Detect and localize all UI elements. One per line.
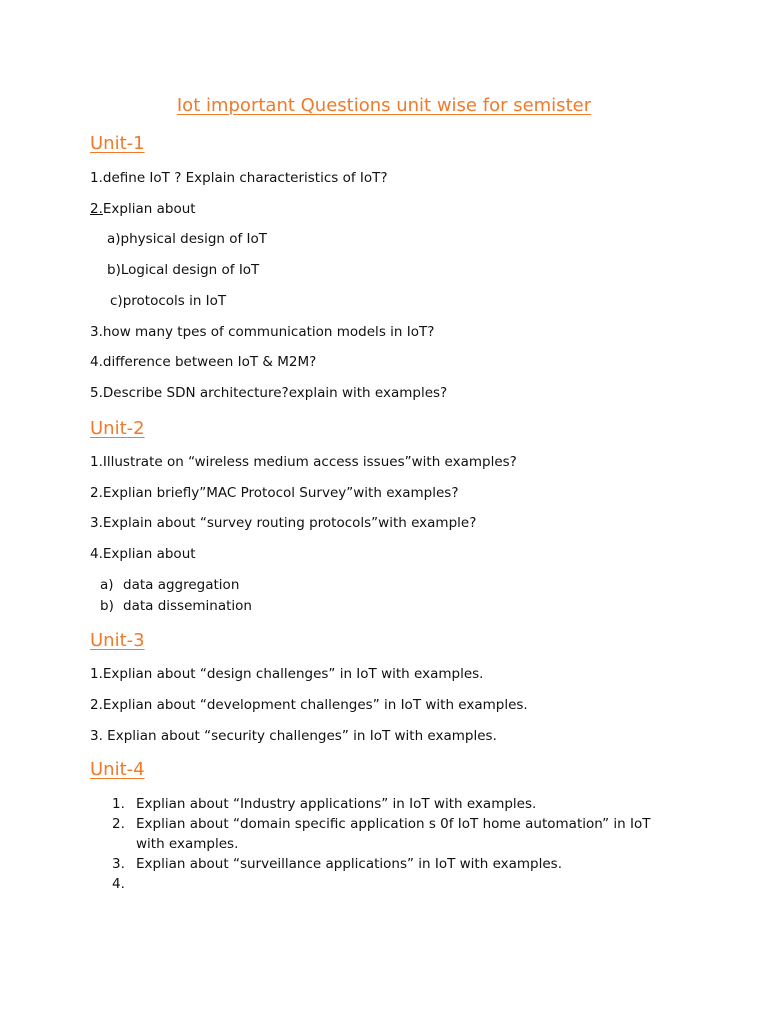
unit-3-question-3: 3. Explian about “security challenges” in IoT with examples.: [90, 728, 497, 744]
unit-2-heading: Unit-2: [90, 418, 145, 439]
unit-1-question-2b: b)Logical design of IoT: [107, 262, 260, 278]
unit-3-question-1: 1.Explian about “design challenges” in IoT with examples.: [90, 666, 484, 682]
list-item-text: Explian about “surveillance applications” in IoT with examples.: [136, 856, 563, 872]
unit-4-heading: Unit-4: [90, 759, 145, 780]
list-marker: 2.: [112, 816, 125, 832]
unit-1-question-4: 4.difference between IoT & M2M?: [90, 354, 317, 370]
list-marker: a): [100, 577, 114, 593]
unit-2-question-4: 4.Explian about: [90, 546, 196, 562]
unit-2-question-4a: [100, 576, 239, 594]
unit-1-question-2-number: 2.: [90, 201, 103, 217]
list-item-text: Explian about “domain specific application s 0f IoT home automation” in IoT with examples.: [136, 816, 651, 852]
document-title: Iot important Questions unit wise for semister: [176, 95, 592, 116]
unit-4-question-list: [112, 794, 672, 894]
unit-1-question-3: 3.how many tpes of communication models in IoT?: [90, 324, 435, 340]
list-marker: 1.: [112, 796, 125, 812]
list-item: [112, 794, 672, 814]
list-item: [112, 854, 672, 874]
list-item-text: data aggregation: [123, 577, 240, 593]
list-item-text: [136, 874, 672, 894]
unit-3-heading: Unit-3: [90, 630, 145, 651]
unit-1-question-1: 1.define IoT ? Explain characteristics of IoT?: [90, 170, 388, 186]
list-marker: 4.: [112, 876, 125, 892]
list-item: [112, 814, 672, 854]
unit-2-question-3: 3.Explain about “survey routing protocols”with example?: [90, 515, 477, 531]
unit-1-question-2-text: Explian about: [102, 201, 196, 217]
unit-2-question-1: 1.Illustrate on “wireless medium access issues”with examples?: [90, 454, 517, 470]
unit-1-heading: Unit-1: [90, 133, 145, 154]
list-marker: b): [100, 598, 114, 614]
unit-1-question-2a: a)physical design of IoT: [107, 231, 268, 247]
list-item-text: data dissemination: [123, 598, 252, 614]
unit-2-question-2: 2.Explian briefly”MAC Protocol Survey”with examples?: [90, 485, 459, 501]
list-marker: 3.: [112, 856, 125, 872]
unit-1-question-2c: c)protocols in IoT: [110, 293, 227, 309]
unit-2-question-4b: [100, 597, 252, 615]
unit-1-question-2: [90, 200, 196, 218]
unit-1-question-5: 5.Describe SDN architecture?explain with examples?: [90, 385, 448, 401]
unit-3-question-2: 2.Explian about “development challenges” in IoT with examples.: [90, 697, 528, 713]
list-item-text: Explian about “Industry applications” in IoT with examples.: [136, 796, 537, 812]
list-item: [112, 874, 672, 894]
